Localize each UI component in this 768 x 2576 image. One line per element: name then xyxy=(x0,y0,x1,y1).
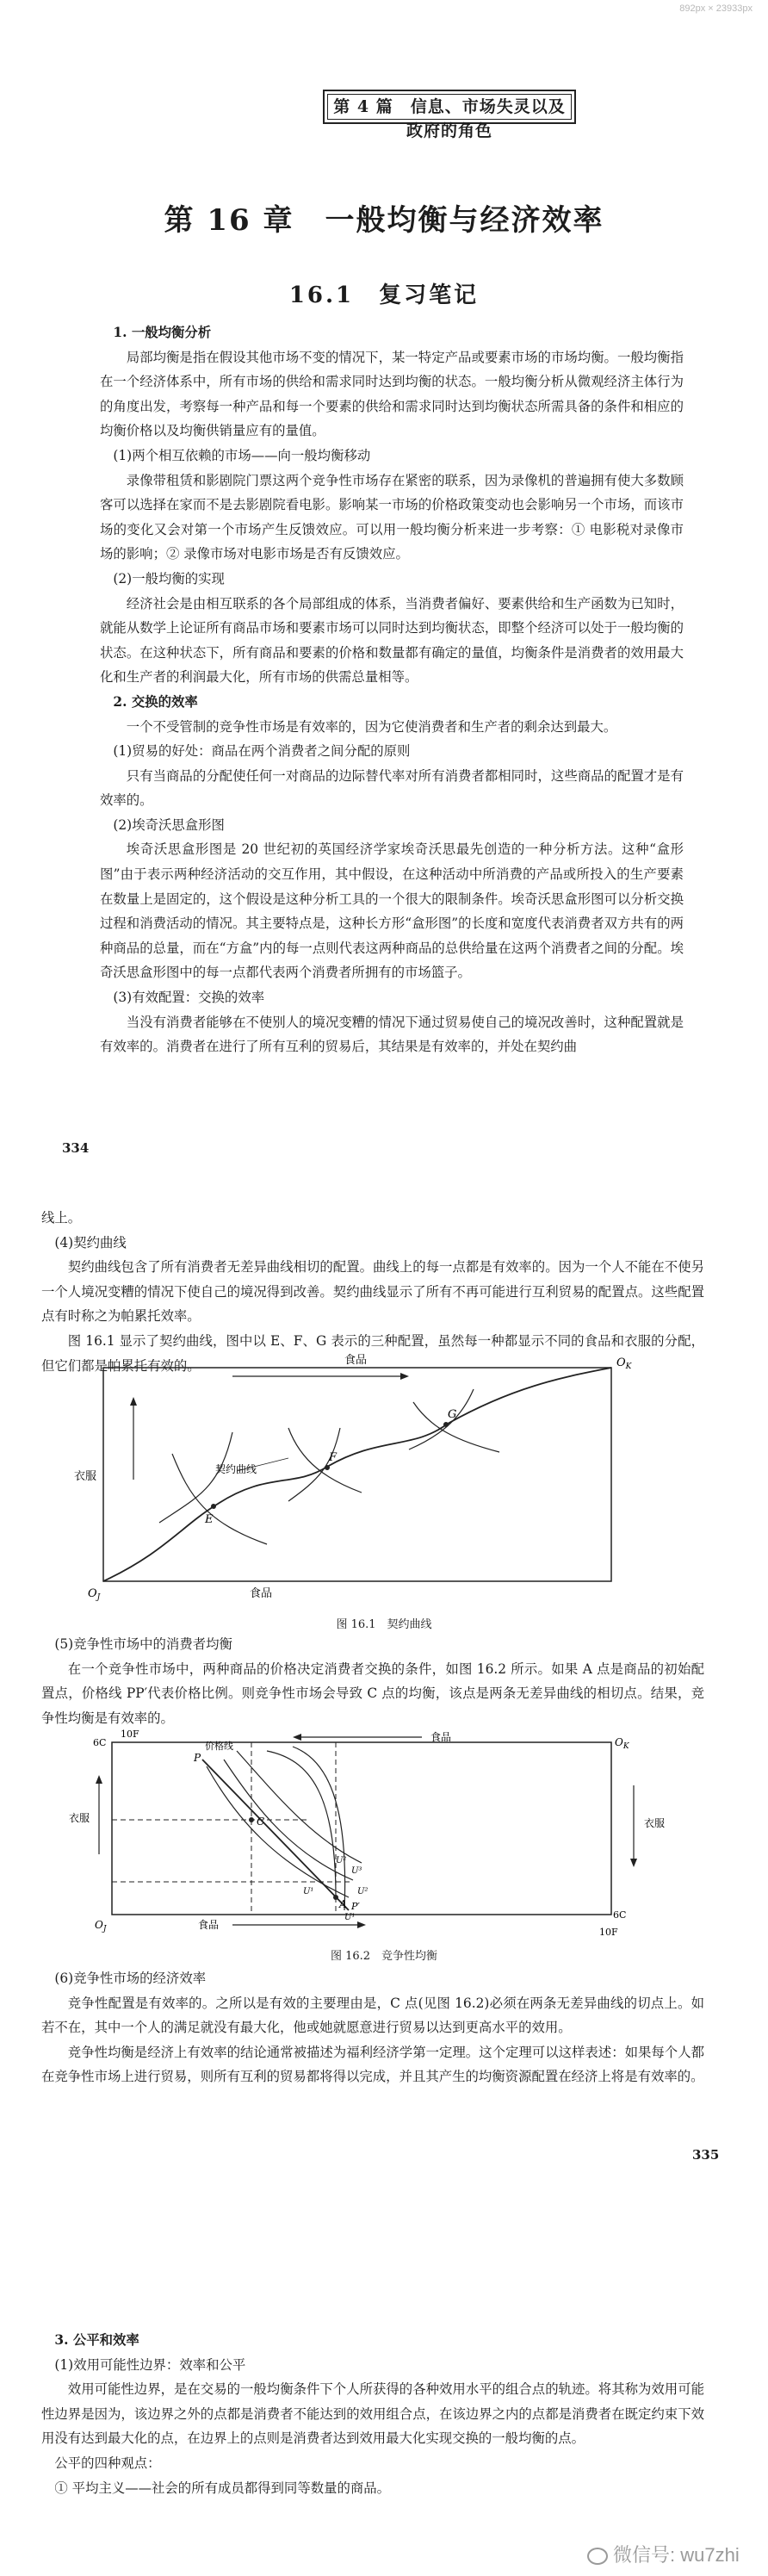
page-336 xyxy=(0,2175,768,2576)
subheading: (3)有效配置：交换的效率 xyxy=(113,990,265,1006)
point-a-dot xyxy=(333,1895,338,1900)
page-number: 335 xyxy=(692,2147,720,2163)
food-label-top: 食品 xyxy=(430,1731,452,1743)
food-label-top: 食品 xyxy=(344,1354,368,1367)
tick-6c-top: 6C xyxy=(93,1737,107,1748)
origin-oj: $O_J$ xyxy=(95,1919,107,1934)
page1-body xyxy=(100,320,684,1059)
contract-curve xyxy=(103,1368,611,1581)
part-banner-text: 第 4 篇 信息、市场失灵以及政府的角色 xyxy=(327,94,572,120)
food-label-bottom: 食品 xyxy=(198,1919,220,1931)
paragraph: 竞争性配置是有效率的。之所以是有效的主要理由是，C 点(见图 16.2)必须在两条无差异曲线的切点上。如若不在，其中一个人的满足就没有最大化，他或她就愿意进行贸易以达到更高水平的效用。 xyxy=(41,1995,704,2036)
paragraph: 一个不受管制的竞争性市场是有效率的，因为它使消费者和生产者的剩余达到最大。 xyxy=(126,718,617,735)
point-p-label: P xyxy=(194,1752,201,1764)
subheading: (6)竞争性市场的经济效率 xyxy=(54,1971,207,1986)
part-banner xyxy=(323,90,576,140)
figure-16-2 xyxy=(52,1725,689,1940)
tick-6c-bottom: 6C xyxy=(613,1909,627,1921)
uk1-label: U¹ xyxy=(303,1887,314,1896)
point-a-label: A xyxy=(339,1898,347,1910)
subheading: (1)效用可能性边界：效率和公平 xyxy=(54,2356,246,2373)
uk2-label: U² xyxy=(336,1856,347,1865)
u1-label: U¹ xyxy=(344,1913,356,1922)
page2-bottom-body xyxy=(41,1966,704,2089)
chapter-title: 第 16 章 一般均衡与经济效率 xyxy=(164,203,604,238)
paragraph: 只有当商品的分配使任何一对商品的边际替代率对所有消费者都相同时，这些商品的配置才是有效率的。 xyxy=(100,767,684,809)
figure-16-1 xyxy=(69,1350,689,1609)
paragraph: 埃奇沃思盒形图是 20 世纪初的英国经济学家埃奇沃思最先创造的一种分析方法。这种“盒形图”由于表示两种经济活动的交互作用，其中假设，在这种活动中所消费的产品或所投入的生产要素在数量上是固定的，这个假设是这种分析工具的一个很大的限制条件。埃奇沃思盒形图可以分析交换过程和消费活动的情况。其主要特点是，这种长方形“盒形图”的长度和宽度代表消费者双方共有的两种商品的总量，而在“方盒”内的每一点则代表这两种商品的总供给量在这两个消费者之间的分配。埃奇沃思盒形图中的每一点都代表两个消费者所拥有的市场篮子。 xyxy=(100,841,684,981)
point-e-dot xyxy=(211,1504,216,1509)
page-number: 334 xyxy=(62,1140,90,1156)
food-arrowhead-top xyxy=(400,1373,409,1380)
food-arrowhead-bottom xyxy=(357,1921,366,1928)
subheading: (4)契约曲线 xyxy=(54,1234,127,1251)
figure-16-2-caption: 图 16.2 竞争性均衡 xyxy=(330,1950,438,1963)
point-p-prime-label: P′ xyxy=(351,1901,360,1912)
point-e-label: E xyxy=(205,1513,214,1526)
indifference-curve xyxy=(159,1432,232,1523)
clothing-arrowhead-right xyxy=(630,1859,637,1867)
paragraph: 录像带租赁和影剧院门票这两个竞争性市场存在紧密的联系，因为录像机的普遍拥有使大多数顾客可以选择在家而不是去影剧院看电影。影响某一市场的价格政策变动也会影响另一个市场，而该市场的变化又会对第一个市场产生反馈效应。可以用一般均衡分析来进一步考察：① 电影税对录像市场的影响；② 录像市场对电影市场是否有反馈效应。 xyxy=(100,472,684,562)
paragraph: 竞争性均衡是经济上有效率的结论通常被描述为福利经济学第一定理。这个定理可以这样表述：如果每个人都在竞争性市场上进行贸易，则所有互利的贸易都将得以完成，并且其产生的均衡资源配置在经济上将是有效率的。 xyxy=(41,2044,704,2085)
point-c-dot xyxy=(249,1817,254,1822)
point-g-dot xyxy=(443,1422,449,1427)
watermark-text: 微信号: wu7zhi xyxy=(613,2544,740,2566)
paragraph: 图 16.1 显示了契约曲线，图中以 E、F、G 表示的三种配置，虽然每一种都显示不同的食品和衣服的分配，但它们都是帕累托有效的。 xyxy=(41,1332,704,1374)
page-335 xyxy=(0,1184,768,2175)
subheading: (1)两个相互依赖的市场——向一般均衡移动 xyxy=(113,447,371,463)
subheading: (2)一般均衡的实现 xyxy=(113,570,225,587)
food-label-bottom: 食品 xyxy=(250,1587,273,1600)
image-dimensions-label: 892px × 23933px xyxy=(679,3,753,14)
indifference-curve xyxy=(288,1428,362,1493)
u3-label: U³ xyxy=(351,1866,362,1876)
clothing-label-right: 衣服 xyxy=(644,1817,666,1829)
page3-body xyxy=(41,2328,704,2500)
subheading: (5)竞争性市场中的消费者均衡 xyxy=(54,1636,232,1652)
clothing-label-left: 衣服 xyxy=(69,1812,90,1824)
paragraph: 效用可能性边界，是在交易的一般均衡条件下个人所获得的各种效用水平的组合点的轨迹。将其称为效用可能性边界是因为，该边界之外的点都是消费者不能达到的效用组合点，在该边界之内的点都是消费者在既定约束下效用没有达到最大化的点，在边界上的点则是消费者达到效用最大化实现交换的一般均衡的点。 xyxy=(41,2381,704,2447)
figure-16-1-caption: 图 16.1 契约曲线 xyxy=(336,1618,432,1631)
paragraph: 线上。 xyxy=(41,1210,82,1226)
tick-10f-top: 10F xyxy=(121,1729,139,1740)
point-c-label: C xyxy=(257,1816,265,1828)
edgeworth-box xyxy=(103,1368,611,1581)
page-334 xyxy=(0,0,768,1184)
paragraph: 在一个竞争性市场中，两种商品的价格决定消费者交换的条件，如图 16.2 所示。如果 A 点是商品的初始配置点，价格线 PP′代表价格比例。则竞争性市场会导致 C 点的均衡，该点是两条无差异曲线的相切点。结果，竞争性均衡是有效率的。 xyxy=(41,1660,704,1726)
indifference-curve xyxy=(237,1751,362,1863)
origin-ok: $O_K$ xyxy=(615,1736,629,1751)
u2-label: U² xyxy=(357,1887,369,1896)
point-g-label: G xyxy=(448,1408,457,1421)
price-line-label: 价格线 xyxy=(205,1741,233,1752)
food-arrowhead-top xyxy=(293,1734,301,1741)
contract-curve-label: 契约曲线 xyxy=(215,1463,257,1475)
tick-10f-bottom: 10F xyxy=(599,1927,618,1938)
paragraph: 契约曲线包含了所有消费者无差异曲线相切的配置。曲线上的每一点都是有效率的。因为一个人不能在不使另一个人境况变糟的情况下使自己的境况得到改善。契约曲线显示了所有不再可能进行互利贸易的配置点。这些配置点有时称之为帕累托效率。 xyxy=(41,1259,704,1325)
indifference-curve xyxy=(267,1751,336,1897)
indifference-curve xyxy=(293,1747,345,1910)
point-f-label: F xyxy=(329,1451,338,1464)
paragraph: 局部均衡是指在假设其他市场不变的情况下，某一特定产品或要素市场的市场均衡。一般均衡指在一个经济体系中，所有市场的供给和需求同时达到均衡的状态。一般均衡分析从微观经济主体行为的角度出发，考察每一种产品和每一个要素的供给和需求同时达到均衡状态所需具备的条件和相应的均衡价格以及均衡供销量应有的量值。 xyxy=(100,349,684,439)
subheading: 公平的四种观点： xyxy=(54,2455,161,2471)
point-f-dot xyxy=(325,1465,330,1470)
section-heading: 1. 一般均衡分析 xyxy=(113,325,212,340)
paragraph: 经济社会是由相互联系的各个局部组成的体系，当消费者偏好、要素供给和生产函数为已知时，就能从数学上论证所有商品市场和要素市场可以同时达到均衡状态，即整个经济可以处于一般均衡的状态。在这种状态下，所有商品和要素的价格和数量都有确定的量值，均衡条件是消费者的效用最大化和生产者的利润最大化，所有市场的供需总量相等。 xyxy=(100,595,684,686)
subheading: ① 平均主义——社会的所有成员都得到同等数量的商品。 xyxy=(54,2480,391,2496)
clothing-arrowhead-left xyxy=(96,1775,102,1784)
section-title: 16.1 复习笔记 xyxy=(288,282,480,308)
page2-mid-body xyxy=(41,1632,704,1730)
subheading: (1)贸易的好处：商品在两个消费者之间分配的原则 xyxy=(113,743,411,760)
subheading: (2)埃奇沃思盒形图 xyxy=(113,816,225,833)
price-line xyxy=(202,1760,349,1910)
origin-ok: $O_K$ xyxy=(616,1356,632,1371)
section-heading: 2. 交换的效率 xyxy=(113,693,198,710)
wechat-icon xyxy=(587,2548,608,2565)
wechat-watermark xyxy=(587,2541,740,2567)
section-heading: 3. 公平和效率 xyxy=(54,2332,139,2348)
clothing-arrowhead xyxy=(130,1397,137,1406)
paragraph: 当没有消费者能够在不使别人的境况变糟的情况下通过贸易使自己的境况改善时，这种配置就是有效率的。消费者在进行了所有互利的贸易后，其结果是有效率的，并处在契约曲 xyxy=(100,1014,684,1055)
origin-oj: $O_J$ xyxy=(88,1587,101,1602)
clothing-label: 衣服 xyxy=(74,1470,97,1483)
